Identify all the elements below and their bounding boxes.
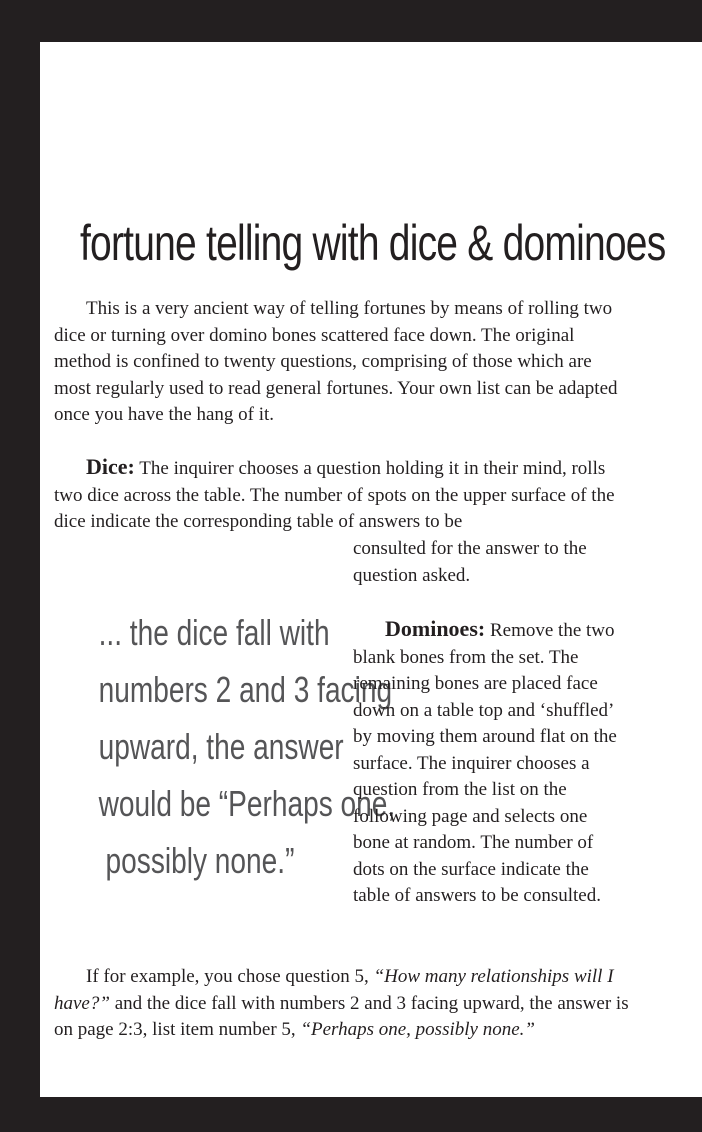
- pull-quote-line: ... the dice fall with: [98, 612, 330, 653]
- pull-quote-line: possibly none.”: [105, 840, 295, 881]
- example-question-quote: “How many relationships will I have?”: [54, 966, 614, 1014]
- intro-text: This is a very ancient way of telling fortunes by means of rolling two dice or turning over domino bones scattered face down. The original method is confined to twenty questions, comprising of those which are most regularly used to read general fortunes. Your own list can be adapted once you have the hang of it.: [54, 298, 618, 425]
- dice-text: The inquirer chooses a question holding it in their mind, rolls two dice across the table. The number of spots on the upper surface of the dice indicate the corresponding table of answers to be: [54, 458, 615, 532]
- page-title: fortune telling with dice & dominoes: [80, 215, 666, 271]
- dice-heading: Dice:: [86, 454, 135, 479]
- pull-quote-line: numbers 2 and 3 facing: [98, 669, 393, 710]
- dice-paragraph: [54, 454, 634, 536]
- dice-continuation: consulted for the answer to the question asked.: [353, 538, 587, 586]
- example-paragraph: [54, 964, 634, 1044]
- page: [40, 42, 702, 1097]
- pull-quote: [70, 604, 396, 889]
- pull-quote-line: upward, the answer: [98, 726, 344, 767]
- example-text: If for example, you chose question 5,: [86, 966, 369, 987]
- dominoes-paragraph: [353, 616, 623, 910]
- dominoes-heading: Dominoes:: [385, 616, 486, 641]
- intro-paragraph: [54, 296, 624, 429]
- example-text-mid: and the dice fall with numbers 2 and 3 facing upward, the answer is on page 2:3, list item number 5,: [54, 992, 629, 1040]
- dominoes-text: Remove the two blank bones from the set. The remaining bones are placed face down on a table top and ‘shuffled’ by moving them around flat on the surface. The inquirer chooses a question from the list on the following page and selects one bone at random. The number of dots on the surface indicate the table of answers to be consulted.: [353, 620, 617, 906]
- pull-quote-line: would be “Perhaps one,: [98, 783, 396, 824]
- example-answer-quote: “Perhaps one, possibly none.”: [300, 1019, 535, 1040]
